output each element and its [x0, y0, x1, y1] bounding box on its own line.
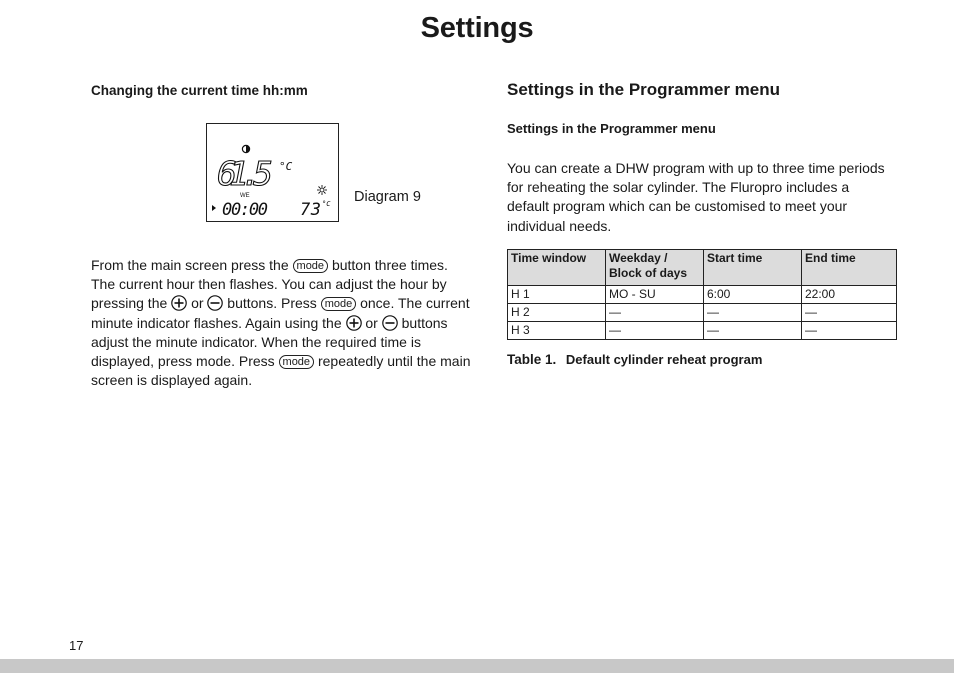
table-cell: H 1 [508, 286, 606, 304]
table-caption [507, 352, 762, 367]
table-cell: — [802, 304, 897, 322]
page-title: Settings [420, 12, 534, 44]
plus-circle-icon [346, 315, 362, 331]
body-text: From the main screen press the [91, 257, 289, 273]
footer-bar [0, 659, 954, 673]
half-moon-icon [242, 145, 249, 152]
diagram-caption: Diagram 9 [354, 189, 421, 205]
col-header-start-time: Start time [704, 250, 802, 286]
lcd-time: 00:00 [222, 200, 268, 220]
table-row [508, 286, 897, 304]
table-cell: — [704, 304, 802, 322]
table-header-row [508, 250, 897, 286]
lcd-temperature: 61.5 [217, 154, 273, 193]
minus-circle-icon [382, 315, 398, 331]
lcd-secondary-temp: 73 [300, 200, 321, 220]
table-cell: — [704, 322, 802, 340]
table-cell: H 2 [508, 304, 606, 322]
table-cell: — [606, 322, 704, 340]
minus-circle-icon [207, 295, 223, 311]
body-text: buttons adjust the minute indicator. When the required time is displayed, press mode. Press [91, 314, 448, 370]
table-cell: MO - SU [606, 286, 704, 304]
table-row [508, 322, 897, 340]
col-header-weekday: Weekday / Block of days [606, 250, 704, 286]
lcd-display-diagram [206, 123, 339, 222]
table-caption-text: Default cylinder reheat program [565, 352, 763, 367]
col-header-end-time: End time [802, 250, 897, 286]
body-text: button three times. The current hour then flashes. You can adjust the hour by pressing the [91, 257, 448, 312]
section-heading-programmer: Settings in the Programmer menu [507, 80, 780, 99]
body-text: once. The current minute indicator flashes. Again using the [91, 295, 470, 331]
triangle-right-icon [212, 205, 216, 211]
mode-button: mode [321, 297, 357, 311]
section-heading-time: Changing the current time hh:mm [91, 83, 308, 98]
lcd-small-label: WE [240, 193, 250, 199]
body-text: or [191, 295, 204, 312]
col-header-time-window: Time window [508, 250, 606, 286]
sun-icon [317, 185, 327, 195]
left-body-text [91, 256, 475, 390]
section-subheading-programmer: Settings in the Programmer menu [507, 121, 716, 136]
reheat-program-table [507, 249, 897, 340]
table-cell: H 3 [508, 322, 606, 340]
page-number: 17 [69, 638, 84, 653]
body-text: repeatedly until the main screen is displayed again. [91, 353, 471, 389]
body-text: or [365, 314, 378, 331]
right-body-text: You can create a DHW program with up to three time periods for reheating the solar cylinder. The Fluropro includes a default program which can be customised to meet your individual needs. [507, 160, 885, 234]
lcd-secondary-unit: °C [322, 200, 331, 208]
mode-button: mode [293, 259, 329, 273]
plus-circle-icon [171, 295, 187, 311]
table-cell: 6:00 [704, 286, 802, 304]
body-text: buttons. Press [227, 295, 317, 312]
lcd-screen [207, 124, 340, 223]
mode-button: mode [279, 355, 315, 369]
table-cell: — [606, 304, 704, 322]
table-cell: — [802, 322, 897, 340]
table-row [508, 304, 897, 322]
table-caption-label: Table 1. [507, 352, 557, 367]
lcd-temperature-unit: °C [279, 160, 293, 173]
table-cell: 22:00 [802, 286, 897, 304]
